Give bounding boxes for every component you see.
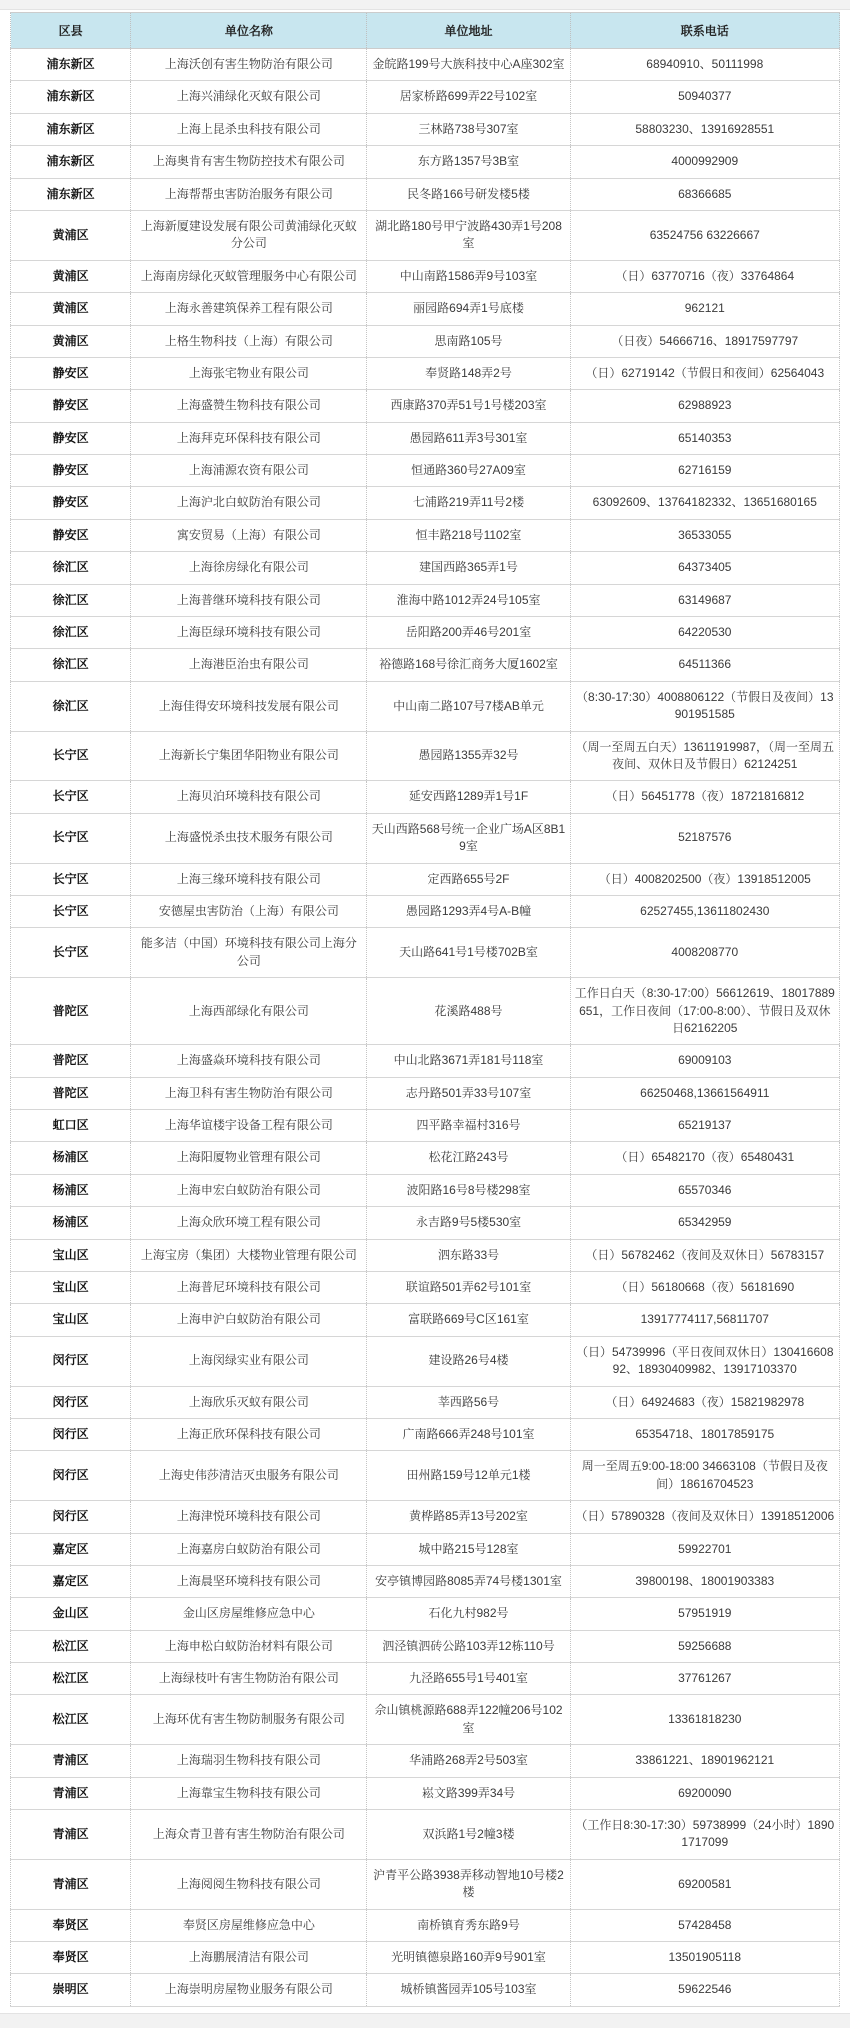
phone-cell: 50940377 [570, 81, 839, 113]
phone-cell: 63524756 63226667 [570, 210, 839, 260]
address-cell: 沪青平公路3938弄移动智地10号楼2楼 [367, 1859, 570, 1909]
phone-cell: （日）4008202500（夜）13918512005 [570, 863, 839, 895]
company-cell: 上海绿枝叶有害生物防治有限公司 [131, 1663, 367, 1695]
address-cell: 九泾路655号1号401室 [367, 1663, 570, 1695]
table-row [11, 357, 840, 389]
phone-cell: （8:30-17:30）4008806122（节假日及夜间）13901951585 [570, 681, 839, 731]
phone-cell: 68366685 [570, 178, 839, 210]
district-cell: 黄浦区 [11, 293, 131, 325]
company-cell: 上海宝房（集团）大楼物业管理有限公司 [131, 1239, 367, 1271]
address-cell: 花溪路488号 [367, 978, 570, 1045]
district-cell: 松江区 [11, 1630, 131, 1662]
district-cell: 黄浦区 [11, 260, 131, 292]
address-cell: 佘山镇桃源路688弄122幢206号102室 [367, 1695, 570, 1745]
district-cell: 杨浦区 [11, 1174, 131, 1206]
company-cell: 上海沃创有害生物防治有限公司 [131, 49, 367, 81]
phone-cell: 周一至周五9:00-18:00 34663108（节假日及夜间）18616704523 [570, 1451, 839, 1501]
company-cell: 上海普继环境科技有限公司 [131, 584, 367, 616]
address-cell: 富联路669号C区161室 [367, 1304, 570, 1336]
district-cell: 静安区 [11, 357, 131, 389]
address-cell: 天山路641号1号楼702B室 [367, 928, 570, 978]
company-cell: 上海拜克环保科技有限公司 [131, 422, 367, 454]
table-header [11, 13, 840, 49]
table-row [11, 1810, 840, 1860]
district-cell: 静安区 [11, 519, 131, 551]
district-cell: 宝山区 [11, 1304, 131, 1336]
table-row [11, 1045, 840, 1077]
company-cell: 安德屋虫害防治（上海）有限公司 [131, 895, 367, 927]
company-cell: 上海徐房绿化有限公司 [131, 552, 367, 584]
address-cell: 中山北路3671弄181号118室 [367, 1045, 570, 1077]
district-cell: 嘉定区 [11, 1565, 131, 1597]
district-cell: 浦东新区 [11, 81, 131, 113]
district-cell: 浦东新区 [11, 49, 131, 81]
phone-cell: 59922701 [570, 1533, 839, 1565]
address-cell: 黄桦路85弄13号202室 [367, 1501, 570, 1533]
district-cell: 杨浦区 [11, 1207, 131, 1239]
district-cell: 奉贤区 [11, 1942, 131, 1974]
phone-cell: （日）56451778（夜）18721816812 [570, 781, 839, 813]
company-cell: 上海申宏白蚁防治有限公司 [131, 1174, 367, 1206]
address-cell: 联谊路501弄62号101室 [367, 1272, 570, 1304]
phone-cell: （日）54739996（平日夜间双休日）13041660892、18930409982、13917103370 [570, 1336, 839, 1386]
address-cell: 定西路655号2F [367, 863, 570, 895]
phone-cell: 65354718、18017859175 [570, 1418, 839, 1450]
company-cell: 奉贤区房屋维修应急中心 [131, 1909, 367, 1941]
table-row [11, 1174, 840, 1206]
table-row [11, 617, 840, 649]
phone-cell: 37761267 [570, 1663, 839, 1695]
top-strip [0, 0, 850, 10]
phone-cell: 69009103 [570, 1045, 839, 1077]
phone-cell: 58803230、13916928551 [570, 113, 839, 145]
address-cell: 四平路幸福村316号 [367, 1110, 570, 1142]
district-cell: 青浦区 [11, 1745, 131, 1777]
phone-cell: 68940910、50111998 [570, 49, 839, 81]
district-cell: 嘉定区 [11, 1533, 131, 1565]
district-cell: 宝山区 [11, 1239, 131, 1271]
district-cell: 长宁区 [11, 928, 131, 978]
phone-cell: 66250468,13661564911 [570, 1077, 839, 1109]
table-row [11, 1077, 840, 1109]
table-row [11, 1909, 840, 1941]
address-cell: 城中路215号128室 [367, 1533, 570, 1565]
address-cell: 波阳路16号8号楼298室 [367, 1174, 570, 1206]
table-row [11, 49, 840, 81]
phone-cell: 63149687 [570, 584, 839, 616]
table-row [11, 1942, 840, 1974]
address-cell: 淮海中路1012弄24号105室 [367, 584, 570, 616]
company-cell: 上海众欣环境工程有限公司 [131, 1207, 367, 1239]
phone-cell: 64220530 [570, 617, 839, 649]
phone-cell: 64373405 [570, 552, 839, 584]
district-cell: 崇明区 [11, 1974, 131, 2006]
phone-cell: 13501905118 [570, 1942, 839, 1974]
district-cell: 徐汇区 [11, 681, 131, 731]
company-cell: 上海津悦环境科技有限公司 [131, 1501, 367, 1533]
address-cell: 延安西路1289弄1号1F [367, 781, 570, 813]
address-cell: 三林路738号307室 [367, 113, 570, 145]
company-cell: 上海新长宁集团华阳物业有限公司 [131, 731, 367, 781]
table-row [11, 1110, 840, 1142]
district-cell: 长宁区 [11, 781, 131, 813]
company-cell: 上海申沪白蚁防治有限公司 [131, 1304, 367, 1336]
company-cell: 能多洁（中国）环境科技有限公司上海分公司 [131, 928, 367, 978]
table-row [11, 1386, 840, 1418]
address-cell: 泗泾镇泗砖公路103弄12栋110号 [367, 1630, 570, 1662]
company-cell: 上海阳厦物业管理有限公司 [131, 1142, 367, 1174]
table-row [11, 781, 840, 813]
phone-cell: 69200581 [570, 1859, 839, 1909]
table-row [11, 895, 840, 927]
company-cell: 上海众青卫普有害生物防治有限公司 [131, 1810, 367, 1860]
phone-cell: 工作日白天（8:30-17:00）56612619、18017889651，工作日夜间（17:00-8:00）、节假日及双休日62162205 [570, 978, 839, 1045]
company-cell: 上海奥肯有害生物防控技术有限公司 [131, 146, 367, 178]
table-row [11, 390, 840, 422]
company-cell: 上海阅阅生物科技有限公司 [131, 1859, 367, 1909]
address-cell: 广南路666弄248号101室 [367, 1418, 570, 1450]
phone-cell: （日）63770716（夜）33764864 [570, 260, 839, 292]
company-cell: 上海崇明房屋物业服务有限公司 [131, 1974, 367, 2006]
phone-cell: 62716159 [570, 455, 839, 487]
company-cell: 上海兴浦绿化灭蚁有限公司 [131, 81, 367, 113]
company-cell: 上海史伟莎清洁灭虫服务有限公司 [131, 1451, 367, 1501]
company-cell: 上海上昆杀虫科技有限公司 [131, 113, 367, 145]
address-cell: 恒通路360号27A09室 [367, 455, 570, 487]
phone-cell: 13361818230 [570, 1695, 839, 1745]
address-cell: 愚园路1355弄32号 [367, 731, 570, 781]
header-row [11, 13, 840, 49]
phone-cell: 62527455,13611802430 [570, 895, 839, 927]
company-cell: 上海盛焱环境科技有限公司 [131, 1045, 367, 1077]
phone-cell: 59256688 [570, 1630, 839, 1662]
table-row [11, 649, 840, 681]
address-cell: 志丹路501弄33号107室 [367, 1077, 570, 1109]
district-cell: 普陀区 [11, 1045, 131, 1077]
company-cell: 上海华谊楼宇设备工程有限公司 [131, 1110, 367, 1142]
table-row [11, 1630, 840, 1662]
company-cell: 上海瑞羽生物科技有限公司 [131, 1745, 367, 1777]
district-cell: 闵行区 [11, 1336, 131, 1386]
company-cell: 金山区房屋维修应急中心 [131, 1598, 367, 1630]
district-cell: 静安区 [11, 390, 131, 422]
company-cell: 上海张宅物业有限公司 [131, 357, 367, 389]
district-cell: 松江区 [11, 1663, 131, 1695]
address-cell: 永吉路9号5楼530室 [367, 1207, 570, 1239]
district-cell: 杨浦区 [11, 1142, 131, 1174]
district-cell: 黄浦区 [11, 210, 131, 260]
phone-cell: （日）57890328（夜间及双休日）13918512006 [570, 1501, 839, 1533]
table-row [11, 863, 840, 895]
district-cell: 静安区 [11, 455, 131, 487]
table-row [11, 422, 840, 454]
table-row [11, 81, 840, 113]
table-row [11, 978, 840, 1045]
phone-cell: 33861221、18901962121 [570, 1745, 839, 1777]
company-cell: 上海盛赞生物科技有限公司 [131, 390, 367, 422]
table-row [11, 928, 840, 978]
company-cell: 上海申松白蚁防治材料有限公司 [131, 1630, 367, 1662]
table-row [11, 260, 840, 292]
table-row [11, 1239, 840, 1271]
company-cell: 上海普尼环境科技有限公司 [131, 1272, 367, 1304]
address-cell: 中山南二路107号7楼AB单元 [367, 681, 570, 731]
bottom-strip [0, 2013, 850, 2028]
district-cell: 青浦区 [11, 1777, 131, 1809]
address-cell: 中山南路1586弄9号103室 [367, 260, 570, 292]
district-cell: 长宁区 [11, 895, 131, 927]
address-cell: 建设路26号4楼 [367, 1336, 570, 1386]
phone-cell: 63092609、13764182332、13651680165 [570, 487, 839, 519]
district-cell: 浦东新区 [11, 113, 131, 145]
address-cell: 泗东路33号 [367, 1239, 570, 1271]
company-cell: 上海浦源农资有限公司 [131, 455, 367, 487]
company-cell: 上海嘉房白蚁防治有限公司 [131, 1533, 367, 1565]
phone-cell: 962121 [570, 293, 839, 325]
phone-cell: 57428458 [570, 1909, 839, 1941]
phone-cell: （日）64924683（夜）15821982978 [570, 1386, 839, 1418]
address-cell: 裕德路168号徐汇商务大厦1602室 [367, 649, 570, 681]
phone-cell: 65342959 [570, 1207, 839, 1239]
address-cell: 石化九村982号 [367, 1598, 570, 1630]
table-row [11, 1451, 840, 1501]
district-cell: 宝山区 [11, 1272, 131, 1304]
table-row [11, 552, 840, 584]
company-cell: 上海西部绿化有限公司 [131, 978, 367, 1045]
address-cell: 西康路370弄51号1号楼203室 [367, 390, 570, 422]
address-cell: 丽园路694弄1号底楼 [367, 293, 570, 325]
address-cell: 崧文路399弄34号 [367, 1777, 570, 1809]
table-row [11, 1142, 840, 1174]
pest-control-contacts-table [10, 12, 840, 2007]
company-cell: 上海靠宝生物科技有限公司 [131, 1777, 367, 1809]
phone-cell: 65570346 [570, 1174, 839, 1206]
address-cell: 民冬路166号研发楼5楼 [367, 178, 570, 210]
district-cell: 长宁区 [11, 813, 131, 863]
phone-cell: （周一至周五白天）13611919987，（周一至周五夜间、双休日及节假日）62124251 [570, 731, 839, 781]
address-cell: 建国西路365弄1号 [367, 552, 570, 584]
table-row [11, 1336, 840, 1386]
district-cell: 静安区 [11, 487, 131, 519]
table-row [11, 1663, 840, 1695]
table-row [11, 1695, 840, 1745]
address-cell: 松花江路243号 [367, 1142, 570, 1174]
address-cell: 愚园路1293弄4号A-B幢 [367, 895, 570, 927]
company-cell: 上海欣乐灭蚁有限公司 [131, 1386, 367, 1418]
address-cell: 城桥镇酱园弄105号103室 [367, 1974, 570, 2006]
phone-cell: 13917774117,56811707 [570, 1304, 839, 1336]
district-cell: 青浦区 [11, 1859, 131, 1909]
address-cell: 莘西路56号 [367, 1386, 570, 1418]
table-row [11, 1418, 840, 1450]
company-cell: 寓安贸易（上海）有限公司 [131, 519, 367, 551]
table-row [11, 487, 840, 519]
phone-cell: 64511366 [570, 649, 839, 681]
table-row [11, 681, 840, 731]
address-cell: 七浦路219弄11号2楼 [367, 487, 570, 519]
phone-cell: 59622546 [570, 1974, 839, 2006]
phone-cell: 65219137 [570, 1110, 839, 1142]
address-cell: 田州路159号12单元1楼 [367, 1451, 570, 1501]
address-cell: 东方路1357号3B室 [367, 146, 570, 178]
company-cell: 上海帮帮虫害防治服务有限公司 [131, 178, 367, 210]
phone-cell: 39800198、18001903383 [570, 1565, 839, 1597]
table-row [11, 1598, 840, 1630]
district-cell: 闵行区 [11, 1386, 131, 1418]
district-cell: 虹口区 [11, 1110, 131, 1142]
company-cell: 上海正欣环保科技有限公司 [131, 1418, 367, 1450]
table-row [11, 1777, 840, 1809]
district-cell: 浦东新区 [11, 178, 131, 210]
table-row [11, 519, 840, 551]
company-cell: 上海佳得安环境科技发展有限公司 [131, 681, 367, 731]
address-cell: 湖北路180号甲宁波路430弄1号208室 [367, 210, 570, 260]
company-cell: 上海环优有害生物防制服务有限公司 [131, 1695, 367, 1745]
address-cell: 华浦路268弄2号503室 [367, 1745, 570, 1777]
table-row [11, 1745, 840, 1777]
phone-cell: （日）62719142（节假日和夜间）62564043 [570, 357, 839, 389]
table-row [11, 1501, 840, 1533]
company-cell: 上海新厦建设发展有限公司黄浦绿化灭蚁分公司 [131, 210, 367, 260]
phone-cell: 36533055 [570, 519, 839, 551]
phone-cell: 62988923 [570, 390, 839, 422]
table-row [11, 325, 840, 357]
district-cell: 浦东新区 [11, 146, 131, 178]
company-cell: 上海港臣治虫有限公司 [131, 649, 367, 681]
address-cell: 居家桥路699弄22号102室 [367, 81, 570, 113]
district-cell: 青浦区 [11, 1810, 131, 1860]
address-cell: 金皖路199号大族科技中心A座302室 [367, 49, 570, 81]
address-cell: 天山西路568号统一企业广场A区8B19室 [367, 813, 570, 863]
district-cell: 长宁区 [11, 863, 131, 895]
table-row [11, 210, 840, 260]
phone-cell: 57951919 [570, 1598, 839, 1630]
company-cell: 上海沪北白蚁防治有限公司 [131, 487, 367, 519]
address-cell: 岳阳路200弄46号201室 [367, 617, 570, 649]
district-cell: 奉贤区 [11, 1909, 131, 1941]
address-cell: 愚园路611弄3号301室 [367, 422, 570, 454]
district-cell: 长宁区 [11, 731, 131, 781]
phone-cell: 4008208770 [570, 928, 839, 978]
district-cell: 闵行区 [11, 1501, 131, 1533]
phone-cell: （日夜）54666716、18917597797 [570, 325, 839, 357]
table-row [11, 178, 840, 210]
company-cell: 上海贝泊环境科技有限公司 [131, 781, 367, 813]
table-row [11, 1565, 840, 1597]
address-cell: 光明镇德泉路160弄9号901室 [367, 1942, 570, 1974]
company-cell: 上海鹏展清洁有限公司 [131, 1942, 367, 1974]
district-cell: 闵行区 [11, 1418, 131, 1450]
table-row [11, 1533, 840, 1565]
column-header-company: 单位名称 [131, 13, 367, 49]
district-cell: 松江区 [11, 1695, 131, 1745]
company-cell: 上海盛悦杀虫技术服务有限公司 [131, 813, 367, 863]
company-cell: 上海晨坚环境科技有限公司 [131, 1565, 367, 1597]
phone-cell: 69200090 [570, 1777, 839, 1809]
district-cell: 徐汇区 [11, 649, 131, 681]
table-row [11, 584, 840, 616]
table-row [11, 813, 840, 863]
address-cell: 双浜路1号2幢3楼 [367, 1810, 570, 1860]
district-cell: 徐汇区 [11, 552, 131, 584]
company-cell: 上海臣绿环境科技有限公司 [131, 617, 367, 649]
table-row [11, 146, 840, 178]
table-row [11, 1304, 840, 1336]
column-header-phone: 联系电话 [570, 13, 839, 49]
table-row [11, 293, 840, 325]
phone-cell: （日）56180668（夜）56181690 [570, 1272, 839, 1304]
table-row [11, 1207, 840, 1239]
table-row [11, 1272, 840, 1304]
district-cell: 徐汇区 [11, 617, 131, 649]
phone-cell: （工作日8:30-17:30）59738999（24小时）18901717099 [570, 1810, 839, 1860]
column-header-district: 区县 [11, 13, 131, 49]
district-cell: 普陀区 [11, 978, 131, 1045]
company-cell: 上海卫科有害生物防治有限公司 [131, 1077, 367, 1109]
address-cell: 奉贤路148弄2号 [367, 357, 570, 389]
company-cell: 上格生物科技（上海）有限公司 [131, 325, 367, 357]
company-cell: 上海永善建筑保养工程有限公司 [131, 293, 367, 325]
district-cell: 徐汇区 [11, 584, 131, 616]
address-cell: 恒丰路218号1102室 [367, 519, 570, 551]
table-body [11, 49, 840, 2007]
address-cell: 安亭镇博园路8085弄74号楼1301室 [367, 1565, 570, 1597]
phone-cell: 52187576 [570, 813, 839, 863]
company-cell: 上海闵绿实业有限公司 [131, 1336, 367, 1386]
company-cell: 上海三缘环境科技有限公司 [131, 863, 367, 895]
district-cell: 黄浦区 [11, 325, 131, 357]
column-header-address: 单位地址 [367, 13, 570, 49]
district-cell: 闵行区 [11, 1451, 131, 1501]
district-cell: 金山区 [11, 1598, 131, 1630]
company-cell: 上海南房绿化灭蚁管理服务中心有限公司 [131, 260, 367, 292]
district-cell: 静安区 [11, 422, 131, 454]
table-row [11, 1974, 840, 2006]
phone-cell: 65140353 [570, 422, 839, 454]
table-row [11, 113, 840, 145]
phone-cell: （日）56782462（夜间及双休日）56783157 [570, 1239, 839, 1271]
table-row [11, 455, 840, 487]
table-row [11, 731, 840, 781]
address-cell: 思南路105号 [367, 325, 570, 357]
address-cell: 南桥镇育秀东路9号 [367, 1909, 570, 1941]
table-row [11, 1859, 840, 1909]
phone-cell: 4000992909 [570, 146, 839, 178]
phone-cell: （日）65482170（夜）65480431 [570, 1142, 839, 1174]
district-cell: 普陀区 [11, 1077, 131, 1109]
